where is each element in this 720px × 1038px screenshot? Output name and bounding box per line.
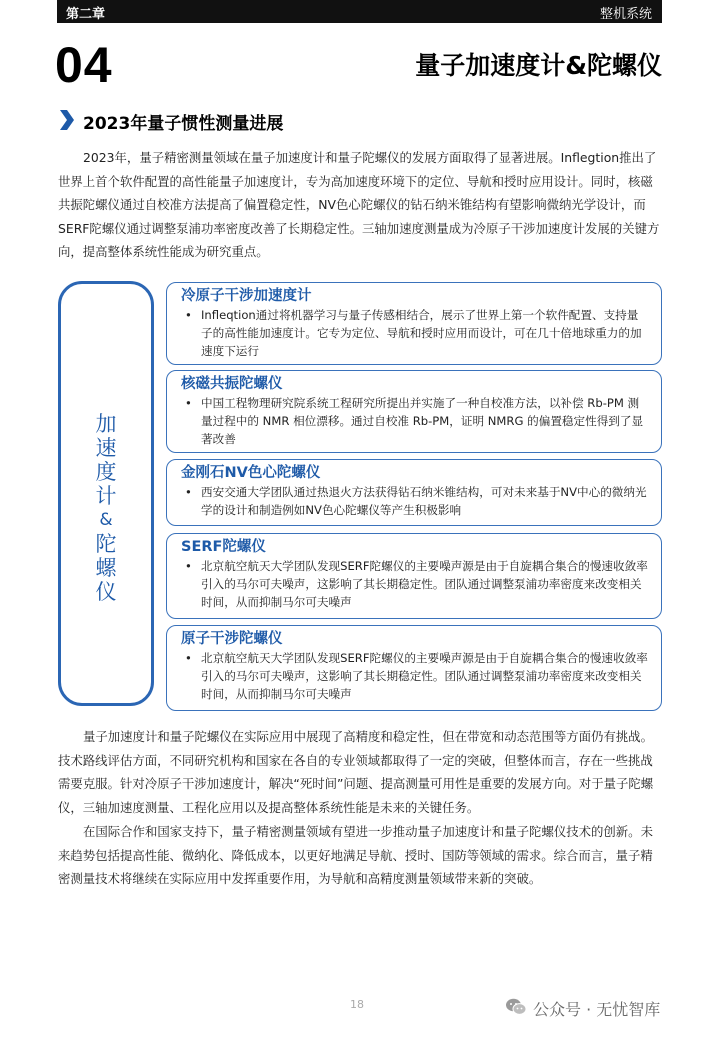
body-paragraph-text: 在国际合作和国家支持下，量子精密测量领域有望进一步推动量子加速度计和量子陀螺仪技术的创新。未来趋势包括提高性能、微纳化、降低成本，以更好地满足导航、授时、国防等领域的需求。综合而言，量子精密测量技术将继续在实际应用中发挥重要作用，为导航和高精度测量领域带来新的突破。 [58,824,653,886]
chevron-right-icon [60,110,74,130]
page-title: 量子加速度计&陀螺仪 [415,51,662,80]
header-bar [57,0,662,23]
card-nmr-gyroscope [166,370,662,453]
body-paragraph [58,725,663,819]
card-bullet [181,650,649,703]
card-nv-center-gyroscope [166,459,662,526]
card-title: 原子干涉陀螺仪 [181,631,283,647]
card-atom-interference-gyroscope [166,625,662,711]
intro-paragraph-text: 2023年，量子精密测量领域在量子加速度计和量子陀螺仪的发展方面取得了显著进展。Inflegtion推出了世界上首个软件配置的高性能量子加速度计，专为高加速度环境下的定位、导航和授时应用设计。同时，核磁共振陀螺仪通过自校准方法提高了偏置稳定性，NV色心陀螺仪的钻石纳米锥结构有望影响微纳光学设计，而SERF陀螺仪通过调整泵浦功率密度改善了长期稳定性。三轴加速度测量成为冷原子干涉加速度计发展的关键方向，提高整体系统性能成为研究重点。 [58,150,660,259]
side-label-char: 速 [95,436,117,460]
card-text: 北京航空航天大学团队发现SERF陀螺仪的主要噪声源是由于自旋耦合集合的慢速收敛率引入的马尔可夫噪声，这影响了其长期稳定性。团队通过调整泵浦功率密度来改变相关时间，从而抑制马尔可夫噪声 [201,559,648,609]
side-label-char: 度 [95,460,117,484]
card-title: 金刚石NV色心陀螺仪 [181,465,321,481]
side-label [61,412,151,604]
card-title: SERF陀螺仪 [181,539,266,555]
card-text: 中国工程物理研究院系统工程研究所提出并实施了一种自校准方法，以补偿 Rb-PM 测量过程中的 NMR 相位漂移。通过自校准 Rb-PM，证明 NMRG 的偏置稳定性得到了显著改善 [201,396,644,446]
card-bullet [181,558,649,611]
card-text: 北京航空航天大学团队发现SERF陀螺仪的主要噪声源是由于自旋耦合集合的慢速收敛率引入的马尔可夫噪声，这影响了其长期稳定性。团队通过调整泵浦功率密度来改变相关时间，从而抑制马尔可夫噪声 [201,651,648,701]
card-bullet [181,395,649,448]
body-paragraph [58,820,663,891]
intro-paragraph [58,146,663,264]
side-label-char: 计 [95,484,117,508]
body-paragraph-text: 量子加速度计和量子陀螺仪在实际应用中展现了高精度和稳定性，但在带宽和动态范围等方面仍有挑战。技术路线评估方面，不同研究机构和国家在各自的专业领域都取得了一定的突破，但整体而言，存在一些挑战需要克服。针对冷原子干涉加速度计，解决“死时间”问题、提高测量可用性是重要的发展方向。对于量子陀螺仪，三轴加速度测量、工程化应用以及提高整体系统性能是未来的关键任务。 [58,729,654,815]
card-text: Infleqtion通过将机器学习与量子传感相结合，展示了世界上第一个软件配置、支持量子的高性能加速度计。它专为定位、导航和授时应用而设计，可在几十倍地球重力的加速度下运行 [201,308,642,358]
side-label-box [58,281,154,706]
section-label: 整机系统 [599,7,652,22]
page-number: 18 [350,998,364,1011]
card-bullet [181,484,649,520]
wechat-icon [505,997,527,1017]
bullet-icon: • [185,485,192,499]
side-label-char: 加 [95,412,117,436]
bullet-icon: • [185,651,192,665]
page-number-label: 04 [55,37,113,93]
bullet-icon: • [185,396,192,410]
chapter-label: 第二章 [66,7,106,22]
card-title: 核磁共振陀螺仪 [181,376,283,392]
side-label-char: & [99,510,113,530]
card-serf-gyroscope [166,533,662,619]
side-label-char: 仪 [95,580,117,604]
side-label-char: 陀 [95,532,117,556]
card-bullet [181,307,649,360]
bullet-icon: • [185,308,192,322]
watermark-text: 公众号 · 无忧智库 [533,1000,661,1019]
side-label-char: 螺 [95,556,117,580]
card-title: 冷原子干涉加速度计 [181,288,312,304]
bullet-icon: • [185,559,192,573]
section-heading-text: 2023年量子惯性测量进展 [83,114,284,134]
card-cold-atom-accelerometer [166,282,662,365]
card-text: 西安交通大学团队通过热退火方法获得钻石纳米锥结构，可对未来基于NV中心的微纳光学的设计和制造例如NV色心陀螺仪等产生积极影响 [201,485,647,517]
